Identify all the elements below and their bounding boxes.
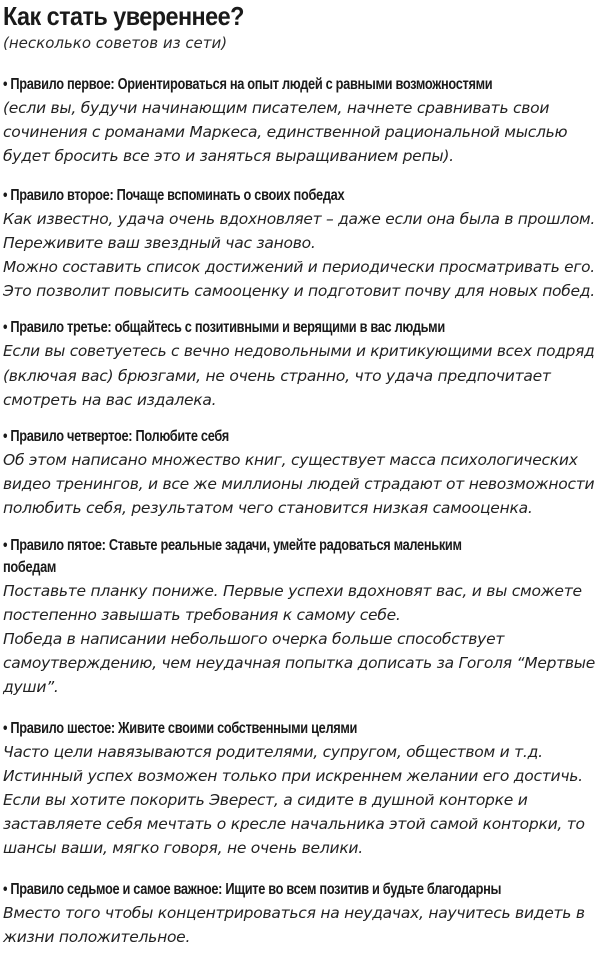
body-line: заставляете себя мечтать о кресле начальника этой самой конторки, то [3,815,585,834]
rule-heading-text: Правило седьмое и самое важное: Ищите во всем позитив и будьте благодарны [10,880,502,898]
body-line: Если вы советуетесь с вечно недовольными и критикующими всех подряд [3,342,595,361]
rule-heading [3,718,477,740]
rule-heading [3,185,477,207]
rule-body [3,96,596,169]
rule-body [3,901,596,949]
rule-section [3,535,596,700]
body-line: Переживите ваш звездный час заново. [3,233,316,252]
body-line: Об этом написано множество книг, существует масса психологических [3,451,578,470]
body-line: Это позволит повысить самооценку и подготовит почву для новых побед. [3,282,595,301]
rule-heading-text: Правило третье: общайтесь с позитивными и верящими в вас людьми [10,319,445,337]
rule-section [3,74,596,169]
bullet-icon: • [3,428,8,446]
bullet-icon: • [3,719,8,737]
bullet-icon: • [3,536,8,554]
rule-heading-line: победам [3,558,57,576]
body-line: будет бросить все это и заняться выращиванием репы). [3,147,454,166]
body-line: Поставьте планку пониже. Первые успехи вдохновят вас, и вы сможете [3,581,582,600]
body-line: души”. [3,678,59,697]
rule-section [3,185,596,304]
article-title: Как стать увереннее? [3,1,244,31]
body-line: Можно составить список достижений и периодически просматривать его. [3,258,595,277]
rule-heading [3,535,596,579]
body-line: жизни положительное. [3,927,191,946]
body-line: Как известно, удача очень вдохновляет – даже если она была в прошлом. [3,209,596,228]
bullet-icon: • [3,76,8,93]
body-line: Истинный успех возможен только при искреннем желании его достичь. [3,766,583,785]
rule-heading-text: Правило четвертое: Полюбите себя [10,428,229,446]
bullet-icon: • [3,186,8,204]
rule-section [3,879,596,949]
rule-body [3,579,596,700]
body-line: Победа в написании небольшого очерка больше способствует [3,630,505,649]
body-line: Часто цели навязываются родителями, супругом, обществом и т.д. [3,742,543,761]
article-subtitle: (несколько советов из сети) [3,34,228,52]
bullet-icon: • [3,319,8,337]
body-line: полюбить себя, результатом чего становится низкая самооценка. [3,499,533,518]
body-line: Если вы хотите покорить Эверест, а сидите в душной конторке и [3,791,528,810]
body-line: (включая вас) брюзгами, не очень странно, что удача предпочитает [3,366,551,385]
body-line: видео тренингов, и все же миллионы людей страдают от невозможности [3,475,595,494]
rule-heading-text: Правило шестое: Живите своими собственными целями [10,719,358,737]
rule-body [3,207,596,304]
rule-heading [3,879,502,901]
body-line: (если вы, будучи начинающим писателем, начнете сравнивать свои [3,99,550,117]
rule-body [3,448,596,521]
rule-section [3,426,596,521]
rule-heading-text: Правило первое: Ориентироваться на опыт людей с равными возможностями [10,76,493,93]
rule-heading-line [3,535,477,557]
rule-body [3,339,596,412]
bullet-icon: • [3,880,8,898]
body-line: Вместо того чтобы концентрироваться на неудачах, научитесь видеть в [3,903,585,922]
body-line: постепенно завышать требования к самому себе. [3,605,401,624]
rule-body [3,740,596,861]
rule-heading [3,426,477,448]
body-line: смотреть на вас издалека. [3,390,217,409]
rule-heading [3,317,477,339]
rule-heading-text: Правило пятое: Ставьте реальные задачи, умейте радоваться маленьким [10,536,462,554]
body-line: сочинения с романами Маркеса, единственной рациональной мыслью [3,123,568,142]
rule-heading [3,74,493,96]
rule-section [3,718,596,861]
rule-section [3,317,596,412]
body-line: шансы ваши, мягко говоря, не очень велики. [3,839,363,858]
rule-heading-text: Правило второе: Почаще вспоминать о своих победах [10,186,345,204]
body-line: самоутверждению, чем неудачная попытка дописать за Гоголя “Мертвые [3,654,595,673]
